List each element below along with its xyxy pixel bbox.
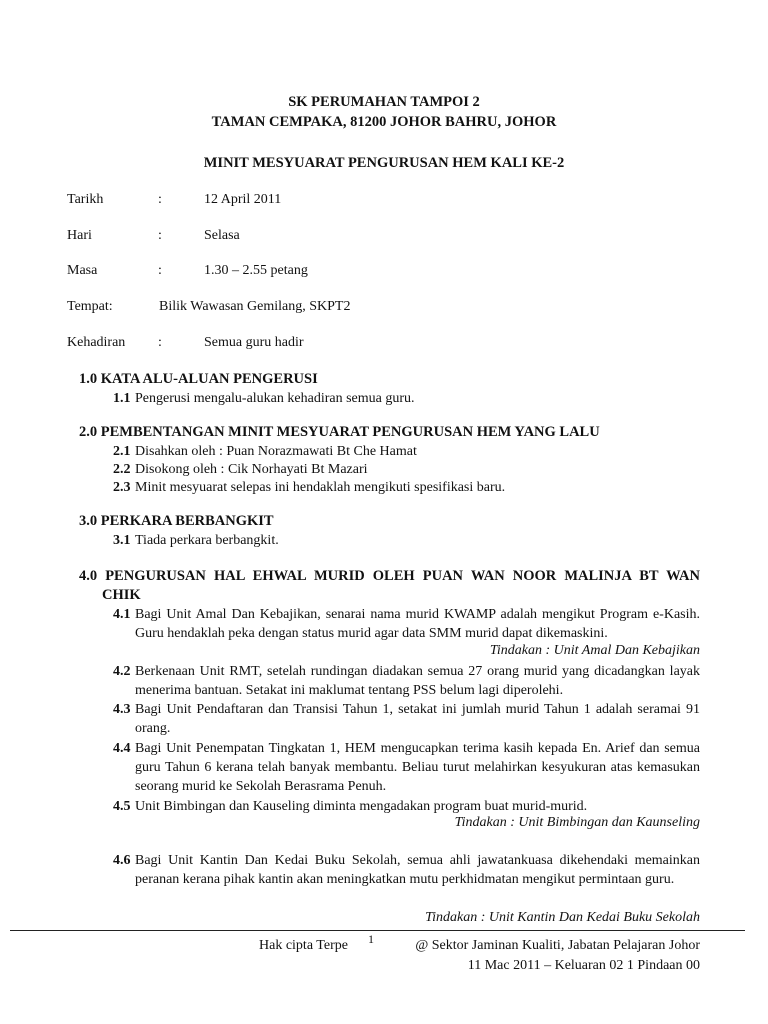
item-text: Bagi Unit Kantin Dan Kedai Buku Sekolah, semua ahli jawatankuasa dikehendaki memainkan peranan kerana pihak kantin akan meningkatkan mutu perkhidmatan mengikut permintaan guru. xyxy=(135,853,700,887)
item-number: 3.1 xyxy=(113,533,131,548)
item-number: 4.5 xyxy=(113,799,131,814)
school-name: SK PERUMAHAN TAMPOI 2 xyxy=(288,94,480,110)
meta-value: 1.30 – 2.55 petang xyxy=(204,263,308,278)
meta-label: Kehadiran xyxy=(67,335,126,350)
list-item xyxy=(113,739,700,796)
item-text: Berkenaan Unit RMT, setelah rundingan diadakan semua 27 orang murid yang dicadangkan layak menerima bantuan. Setakat ini maklumat tentang PSS belum lagi diperolehi. xyxy=(135,664,700,698)
meta-value: 12 April 2011 xyxy=(204,192,282,207)
meta-colon: : xyxy=(158,335,162,350)
page-number: 1 xyxy=(368,932,374,946)
item-number: 2.1 xyxy=(113,444,131,459)
list-item xyxy=(113,460,700,479)
action-note: Tindakan : Unit Kantin Dan Kedai Buku Sekolah xyxy=(425,910,700,925)
item-number: 2.2 xyxy=(113,462,131,477)
footer-edition: 11 Mac 2011 – Keluaran 02 1 Pindaan 00 xyxy=(467,958,700,973)
meta-colon: : xyxy=(158,263,162,278)
list-item xyxy=(113,442,700,461)
item-text: Unit Bimbingan dan Kauseling diminta mengadakan program buat murid-murid. xyxy=(135,799,588,814)
section-4-heading xyxy=(79,567,700,605)
item-number: 4.3 xyxy=(113,702,131,717)
item-text: Bagi Unit Pendaftaran dan Transisi Tahun 1, setakat ini jumlah murid Tahun 1 adalah seramai 91 orang. xyxy=(135,702,700,736)
action-note: Tindakan : Unit Amal Dan Kebajikan xyxy=(489,643,700,658)
list-item xyxy=(113,389,700,408)
meta-label: Tempat: xyxy=(67,299,113,314)
item-text: Bagi Unit Amal Dan Kebajikan, senarai nama murid KWAMP adalah mengikut Program e-Kasih. Guru hendaklah peka dengan status murid agar data SMM murid dapat dikemaskini. xyxy=(135,607,700,641)
school-address: TAMAN CEMPAKA, 81200 JOHOR BAHRU, JOHOR xyxy=(211,114,557,130)
item-text: Tiada perkara berbangkit. xyxy=(135,533,279,548)
list-item xyxy=(113,531,700,550)
section-4-heading-line2: CHIK xyxy=(102,587,141,603)
meta-label: Tarikh xyxy=(67,192,104,207)
list-item xyxy=(113,700,700,738)
item-number: 2.3 xyxy=(113,480,131,495)
meta-colon: : xyxy=(158,228,162,243)
meta-value: Selasa xyxy=(204,228,240,243)
item-number: 1.1 xyxy=(113,391,131,406)
section-2-heading: 2.0 PEMBENTANGAN MINIT MESYUARAT PENGURUSAN HEM YANG LALU xyxy=(79,424,600,440)
list-item xyxy=(113,797,700,816)
meta-value: Semua guru hadir xyxy=(204,335,304,350)
meta-label: Masa xyxy=(67,263,98,278)
list-item xyxy=(113,478,700,497)
item-number: 4.4 xyxy=(113,741,131,756)
item-text: Disahkan oleh : Puan Norazmawati Bt Che Hamat xyxy=(135,444,417,459)
meta-value: Bilik Wawasan Gemilang, SKPT2 xyxy=(159,299,351,314)
meta-colon: : xyxy=(158,192,162,207)
item-number: 4.2 xyxy=(113,664,131,679)
list-item xyxy=(113,662,700,700)
action-note: Tindakan : Unit Bimbingan dan Kaunseling xyxy=(454,815,700,830)
item-text: Bagi Unit Penempatan Tingkatan 1, HEM mengucapkan terima kasih kepada En. Arief dan semua guru Tahun 6 kerana telah banyak membantu. Beliau turut melahirkan kesyukuran atas kemasukan seorang murid ke Sekolah Berasrama Penuh. xyxy=(135,741,700,794)
document-title: MINIT MESYUARAT PENGURUSAN HEM KALI KE-2 xyxy=(203,155,565,171)
item-text: Minit mesyuarat selepas ini hendaklah mengikuti spesifikasi baru. xyxy=(135,480,506,495)
item-number: 4.1 xyxy=(113,607,131,622)
footer-divider xyxy=(10,930,745,931)
section-3-heading: 3.0 PERKARA BERBANGKIT xyxy=(79,513,274,529)
meta-label: Hari xyxy=(67,228,92,243)
item-number: 4.6 xyxy=(113,853,131,868)
footer-publisher: @ Sektor Jaminan Kualiti, Jabatan Pelajaran Johor xyxy=(415,938,700,953)
list-item xyxy=(113,851,700,889)
footer-copyright: Hak cipta Terpe xyxy=(259,938,348,953)
list-item xyxy=(113,605,700,643)
item-text: Pengerusi mengalu-alukan kehadiran semua guru. xyxy=(135,391,415,406)
item-text: Disokong oleh : Cik Norhayati Bt Mazari xyxy=(135,462,368,477)
section-4-heading-line1: 4.0 PENGURUSAN HAL EHWAL MURID OLEH PUAN WAN NOOR MALINJA BT WAN xyxy=(79,568,700,584)
section-1-heading: 1.0 KATA ALU-ALUAN PENGERUSI xyxy=(79,371,318,387)
